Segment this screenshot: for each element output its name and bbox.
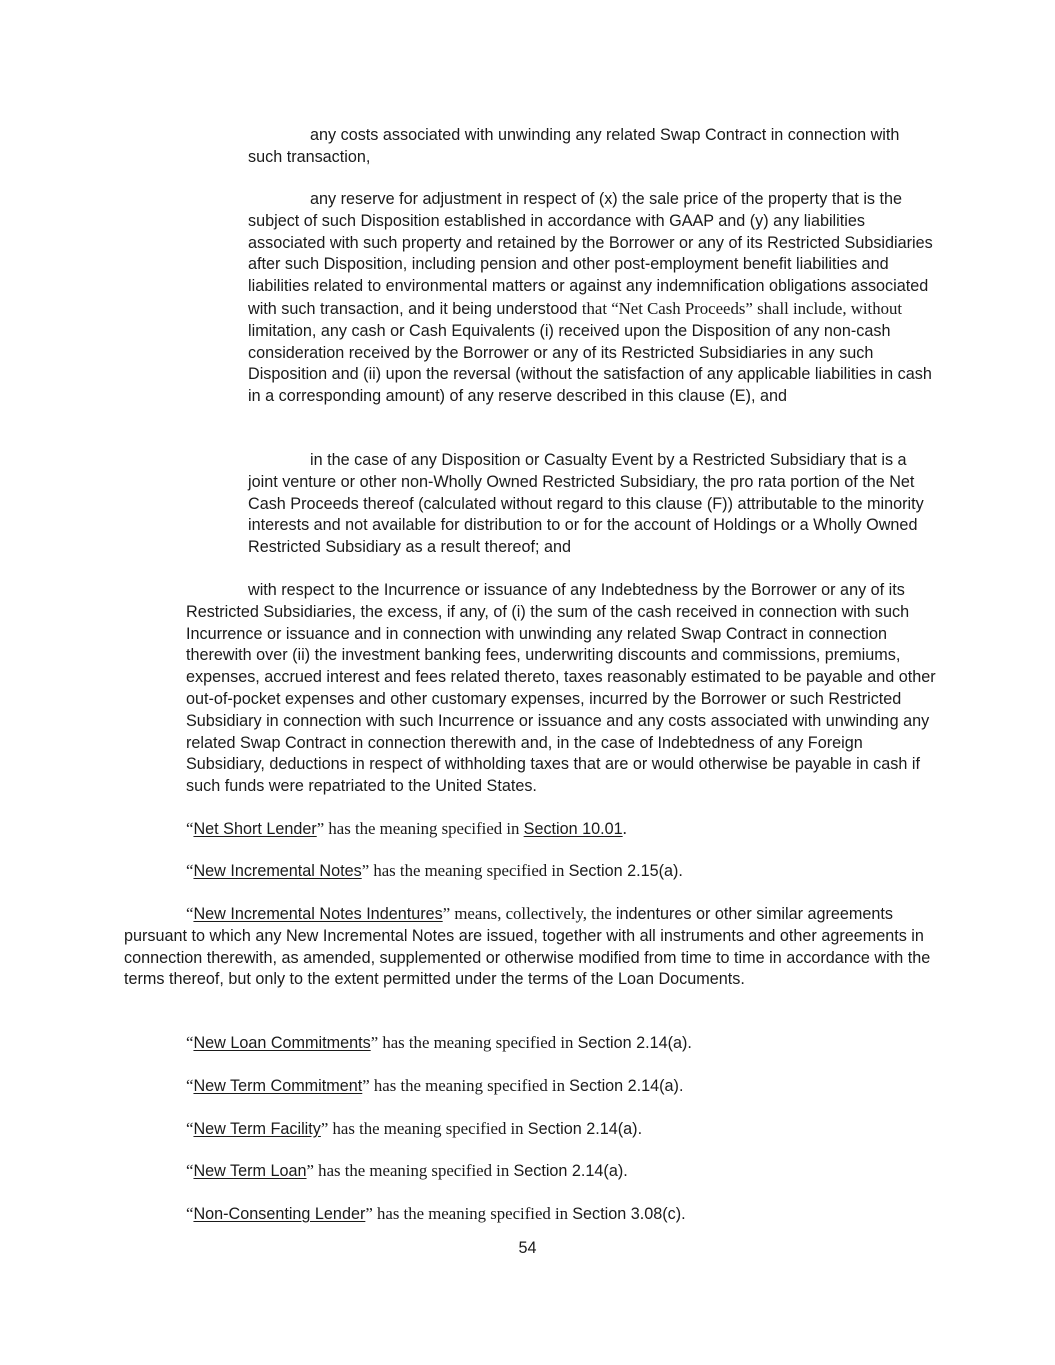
definition-net-short-lender (186, 818, 946, 841)
definition-new-term-loan (186, 1160, 946, 1183)
section-reference: Section 2.14(a) (527, 1120, 638, 1138)
defined-term: Net Short Lender (193, 820, 317, 838)
definition-text: ” has the meaning specified in (362, 1076, 570, 1095)
definition-new-term-facility (186, 1118, 946, 1141)
open-quote: “ (186, 861, 194, 880)
definition-text: ” has the meaning specified in (320, 1119, 528, 1138)
open-quote: “ (186, 1119, 194, 1138)
clause-d-continuation: any costs associated with unwinding any related Swap Contract in connection with such transaction, (248, 126, 900, 166)
clause-e-text-1: any reserve for adjustment in respect of (x) the sale price of the property that is the subject of such Disposition established in accordance with GAAP and (y) any liabilities associated with such property and retained by the Borrower or any of its Restricted Subsidiaries after such Disposition, including pension and other post-employment benefit liabilities and liabilities related to environmental matters or against any indemnification obligations associated with such transaction, and it being understood (248, 190, 933, 318)
definition-tail: . (637, 1120, 643, 1138)
definition-tail: . (678, 862, 683, 880)
open-quote: “ (186, 1161, 194, 1180)
definition-new-term-commitment (186, 1075, 946, 1098)
clause-f: in the case of any Disposition or Casualty Event by a Restricted Subsidiary that is a joint venture or other non-Wholly Owned Restricted Subsidiary, the pro rata portion of the Net Cash Proceeds thereof (calculated without regard to this clause (F)) attributable to the minority interests and not available for distribution to or for the account of Holdings or a Wholly Owned Restricted Subsidiary as a result thereof; and (248, 451, 924, 557)
definition-tail: . (623, 1162, 628, 1180)
definition-text: ” has the meaning specified in (306, 1161, 514, 1180)
defined-term: New Loan Commitments (193, 1034, 371, 1052)
section-reference: Section 2.14(a) (577, 1034, 688, 1052)
open-quote: “ (186, 819, 194, 838)
clause-e-text-2: limitation, any cash or Cash Equivalents (i) received upon the Disposition of any non-cash consideration received by the Borrower or any of its Restricted Subsidiaries in any such Disposition and (ii) upon the reversal (without the satisfaction of any applicable liabilities in cash in a corresponding amount) of any reserve described in this clause (E), and (248, 321, 932, 406)
definition-non-consenting-lender (186, 1203, 946, 1226)
clause-e (248, 189, 938, 408)
definition-text: ” has the meaning specified in (365, 1204, 573, 1223)
open-quote: “ (186, 1076, 194, 1095)
open-quote: “ (186, 1204, 194, 1223)
definition-new-incremental-notes (186, 860, 946, 883)
definition-text: ” has the meaning specified in (370, 1033, 578, 1052)
definition-text: ” means, collectively, the (442, 904, 616, 923)
definition-tail: . (622, 819, 627, 838)
defined-term: New Term Loan (193, 1162, 307, 1180)
section-reference: Section 10.01 (523, 820, 623, 838)
defined-term: New Term Commitment (193, 1077, 363, 1095)
definition-tail: . (678, 1077, 684, 1095)
section-reference: Section 2.15(a) (568, 862, 679, 880)
definition-body: indentures or other similar agreements pursuant to which any New Incremental Notes are issued, together with all instruments and other agreements in connection therewith, as amended, supplemented or otherwise modified from time to time in accordance with the terms thereof, but only to the extent permitted under the terms of the Loan Documents. (124, 905, 931, 989)
definition-new-loan-commitments (186, 1032, 946, 1055)
defined-term: Non-Consenting Lender (193, 1205, 366, 1223)
definition-tail: . (681, 1205, 686, 1223)
definition-text: ” has the meaning specified in (361, 861, 569, 880)
definition-new-incremental-notes-indentures (124, 903, 938, 991)
definition-text: ” has the meaning specified in (316, 819, 524, 838)
defined-term: New Incremental Notes Indentures (193, 905, 443, 923)
defined-term: New Incremental Notes (193, 862, 362, 880)
section-reference: Section 3.08(c) (572, 1205, 682, 1223)
defined-term: New Term Facility (193, 1120, 321, 1138)
open-quote: “ (186, 1033, 194, 1052)
definition-tail: . (687, 1034, 692, 1052)
section-reference: Section 2.14(a) (569, 1077, 679, 1095)
paragraph-b: with respect to the Incurrence or issuance of any Indebtedness by the Borrower or any of its Restricted Subsidiaries, the excess, if any, of (i) the sum of the cash received in connection with such Incurrence or issuance and in connection with unwinding any related Swap Contract in connection therewith over (ii) the investment banking fees, underwriting discounts and commissions, premiums, expenses, accrued interest and fees related thereto, taxes reasonably estimated to be payable and other out-of-pocket expenses and other customary expenses, incurred by the Borrower or such Restricted Subsidiary in connection with such Incurrence or issuance and any costs associated with unwinding any related Swap Contract in connection therewith and, in the case of Indebtedness of any Foreign Subsidiary, deductions in respect of withholding taxes that are or would otherwise be payable in cash if such funds were repatriated to the United States. (186, 581, 936, 796)
page-number: 54 (518, 1239, 537, 1257)
clause-e-serif-text: that “Net Cash Proceeds” shall include, without (581, 298, 903, 318)
open-quote: “ (186, 904, 194, 923)
section-reference: Section 2.14(a) (513, 1162, 624, 1180)
